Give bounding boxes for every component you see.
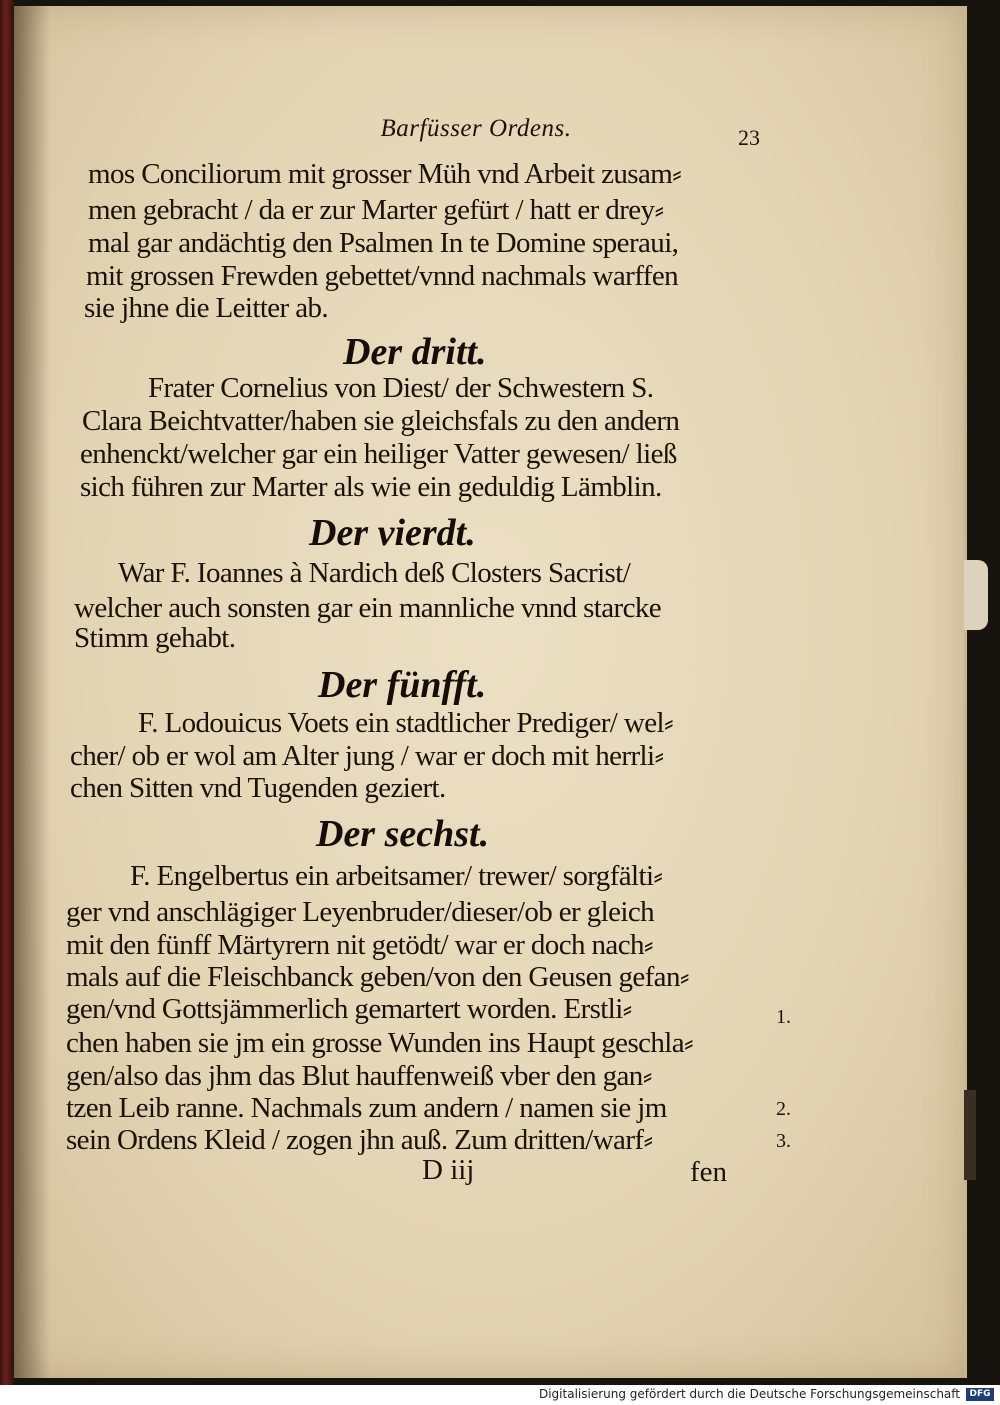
section-heading: Der dritt. (343, 331, 487, 373)
footer-bar (0, 1385, 1000, 1405)
text-line: mos Conciliorum mit grosser Müh vnd Arbeit zusam⸗ (88, 158, 682, 190)
section-heading: Der vierdt. (309, 512, 476, 554)
margin-note: 2. (776, 1098, 791, 1120)
text-line: F. Lodouicus Voets ein stadtlicher Prediger/ wel⸗ (138, 707, 674, 739)
text-line: mal gar andächtig den Psalmen In te Domine speraui, (88, 227, 679, 259)
dfg-logo: DFG (966, 1388, 994, 1401)
funding-credit: Digitalisierung gefördert durch die Deutsche Forschungsgemeinschaft (538, 1387, 960, 1401)
text-line: mit den fünff Märtyrern nit getödt/ war er doch nach⸗ (66, 929, 653, 961)
margin-note: 3. (776, 1130, 791, 1152)
text-line: chen Sitten vnd Tugenden geziert. (70, 772, 446, 804)
book-edge (0, 0, 14, 1385)
page-number: 23 (738, 125, 760, 150)
text-line: Stimm gehabt. (74, 622, 236, 654)
signature-mark: D iij (422, 1154, 475, 1186)
page-gutter-shadow (14, 6, 50, 1378)
text-line: chen haben sie jm ein grosse Wunden ins Haupt geschla⸗ (66, 1027, 694, 1059)
text-line: F. Engelbertus ein arbeitsamer/ trewer/ sorgfälti⸗ (130, 860, 663, 892)
page-tab (964, 560, 988, 630)
margin-note: 1. (776, 1006, 791, 1028)
text-line: men gebracht / da er zur Marter gefürt / hatt er drey⸗ (88, 194, 664, 226)
text-line: sich führen zur Marter als wie ein geduldig Lämblin. (80, 471, 662, 503)
running-title: Barfüsser Ordens. (380, 115, 572, 142)
text-line: Frater Cornelius von Diest/ der Schwestern S. (148, 372, 654, 404)
catchword: fen (690, 1156, 728, 1188)
text-line: ger vnd anschlägiger Leyenbruder/dieser/ob er gleich (66, 896, 655, 928)
text-line: War F. Ioannes à Nardich deß Closters Sacrist/ (118, 557, 631, 589)
text-line: gen/vnd Gottsjämmerlich gemartert worden. Erstli⸗ (66, 993, 632, 1025)
section-heading: Der fünfft. (318, 664, 487, 706)
text-line: mals auf die Fleischbanck geben/von den Geusen gefan⸗ (66, 961, 689, 993)
text-line: enhenckt/welcher gar ein heiliger Vatter gewesen/ ließ (80, 438, 677, 470)
text-line: sein Ordens Kleid / zogen jhn auß. Zum dritten/warf⸗ (66, 1124, 653, 1156)
text-line: welcher auch sonsten gar ein mannliche vnnd starcke (74, 592, 662, 624)
text-line: tzen Leib ranne. Nachmals zum andern / namen sie jm (66, 1092, 667, 1124)
next-page-edge (964, 1090, 976, 1180)
text-line: sie jhne die Leitter ab. (84, 292, 329, 324)
text-line: cher/ ob er wol am Alter jung / war er doch mit herrli⸗ (70, 740, 664, 772)
text-line: mit grossen Frewden gebettet/vnnd nachmals warffen (86, 260, 678, 292)
text-line: gen/also das jhm das Blut hauffenweiß vber den gan⸗ (66, 1060, 652, 1092)
text-line: Clara Beichtvatter/haben sie gleichsfals zu den andern (82, 405, 680, 437)
section-heading: Der sechst. (316, 813, 490, 855)
